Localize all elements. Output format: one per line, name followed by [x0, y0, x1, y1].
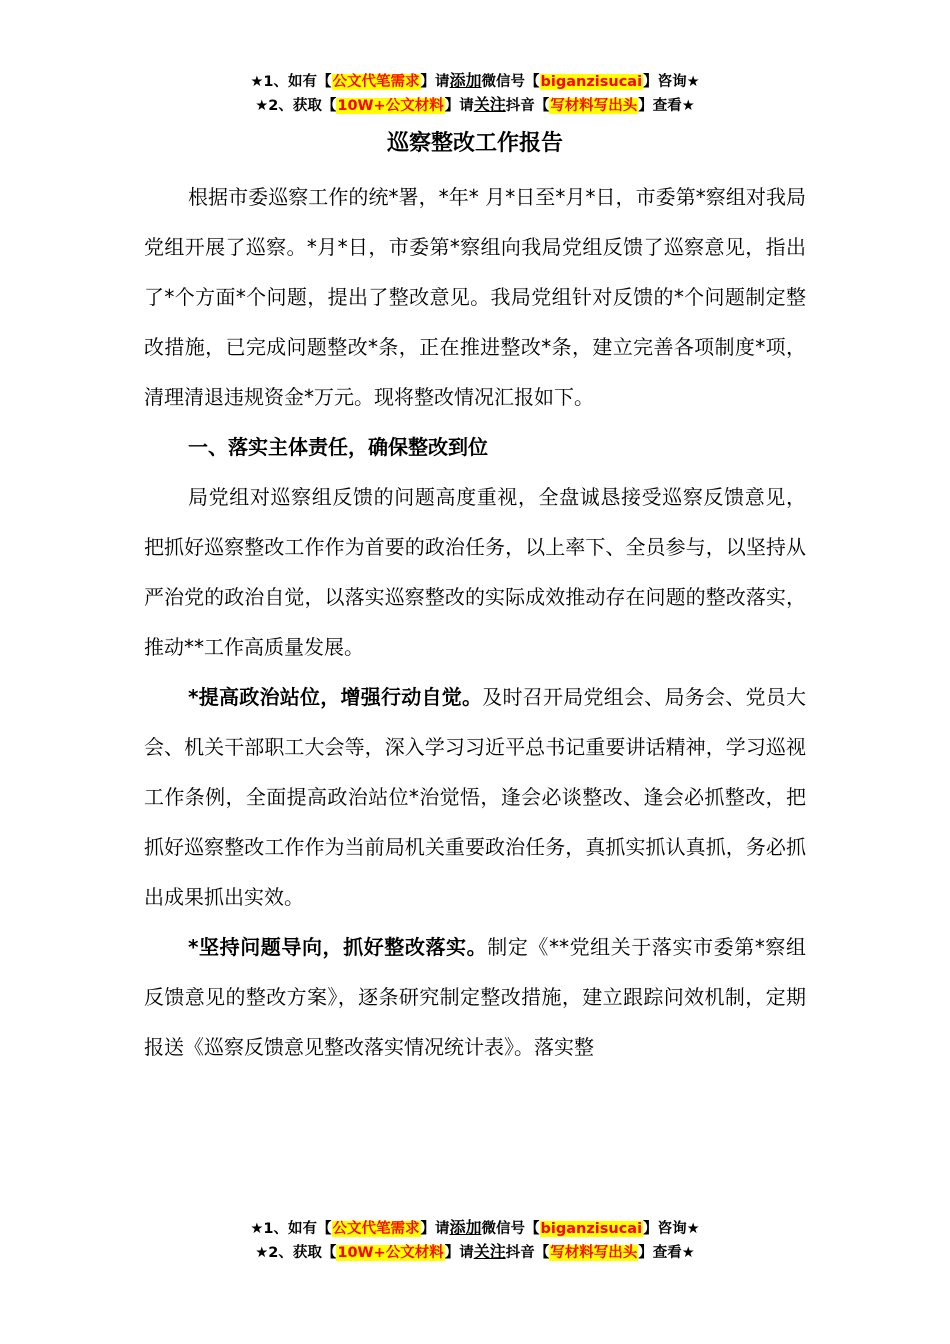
promo-highlight: 10W+公文材料 — [337, 1245, 444, 1261]
paragraph-4 — [144, 922, 806, 1072]
bottom-promo-notice — [0, 1216, 950, 1264]
promo-line-1 — [0, 69, 950, 93]
promo-highlight: 写材料写出头 — [550, 1245, 638, 1261]
promo-text: 】请 — [444, 98, 474, 114]
promo-line-1 — [0, 1216, 950, 1240]
promo-line-2 — [0, 1240, 950, 1264]
promo-text: 】请 — [444, 1245, 474, 1261]
promo-highlight: biganzisucai — [540, 1221, 643, 1237]
paragraph-3-body: 及时召开局党组会、局务会、党员大会、机关干部职工大会等，深入学习习近平总书记重要讲话精神，学习巡视工作条例，全面提高政治站位*治觉悟，逢会必谈整改、逢会必抓整改，把抓好巡察整改工作作为当前局机关重要政治任务，真抓实抓认真抓，务必抓出成果抓出实效。 — [144, 685, 806, 909]
promo-highlight: 10W+公文材料 — [337, 98, 444, 114]
promo-text: 微信号【 — [481, 74, 540, 90]
promo-highlight: 写材料写出头 — [550, 98, 638, 114]
promo-underline: 关注 — [473, 1242, 506, 1261]
promo-text: 】请 — [420, 74, 450, 90]
top-promo-notice — [0, 69, 950, 117]
promo-text: ★1、如有【 — [250, 1221, 332, 1237]
promo-text: ★2、获取【 — [255, 1245, 337, 1261]
promo-highlight: biganzisucai — [540, 74, 643, 90]
promo-text: 微信号【 — [481, 1221, 540, 1237]
promo-underline: 添加 — [449, 1218, 482, 1237]
promo-underline: 关注 — [473, 95, 506, 114]
paragraph-2: 局党组对巡察组反馈的问题高度重视，全盘诚恳接受巡察反馈意见，把抓好巡察整改工作作为首要的政治任务，以上率下、全员参与，以坚持从严治党的政治自觉，以落实巡察整改的实际成效推动存在问题的整改落实，推动**工作高质量发展。 — [144, 485, 806, 659]
section-heading-1: 一、落实主体责任，确保整改到位 — [188, 435, 488, 459]
promo-text: 】咨询★ — [643, 74, 700, 90]
promo-text: 】查看★ — [638, 98, 695, 114]
promo-text: ★2、获取【 — [255, 98, 337, 114]
promo-text: 】请 — [420, 1221, 450, 1237]
paragraph-3 — [144, 672, 806, 922]
promo-text: ★1、如有【 — [250, 74, 332, 90]
paragraph-3-lead: *提高政治站位，增强行动自觉。 — [188, 685, 483, 709]
promo-underline: 添加 — [449, 71, 482, 90]
document-title: 巡察整改工作报告 — [386, 131, 563, 156]
document-body — [144, 172, 806, 1072]
paragraph-intro: 根据市委巡察工作的统*署，*年* 月*日至*月*日，市委第*察组对我局党组开展了巡察。*月*日，市委第*察组向我局党组反馈了巡察意见，指出了*个方面*个问题，提出了整改意见。我局党组针对反馈的*个问题制定整改措施，已完成问题整改*条，正在推进整改*条，建立完善各项制度*项，清理清退违规资金*万元。现将整改情况汇报如下。 — [144, 185, 806, 409]
promo-highlight: 公文代笔需求 — [332, 74, 420, 90]
promo-text: 】查看★ — [638, 1245, 695, 1261]
promo-line-2 — [0, 93, 950, 117]
promo-text: 抖音【 — [505, 98, 550, 114]
paragraph-4-lead: *坚持问题导向，抓好整改落实。 — [188, 935, 488, 959]
promo-text: 抖音【 — [505, 1245, 550, 1261]
promo-highlight: 公文代笔需求 — [332, 1221, 420, 1237]
paragraph-4-body: 制定《**党组关于落实市委第*察组反馈意见的整改方案》，逐条研究制定整改措施，建立跟踪问效机制，定期报送《巡察反馈意见整改落实情况统计表》。落实整 — [144, 935, 806, 1059]
promo-text: 】咨询★ — [643, 1221, 700, 1237]
